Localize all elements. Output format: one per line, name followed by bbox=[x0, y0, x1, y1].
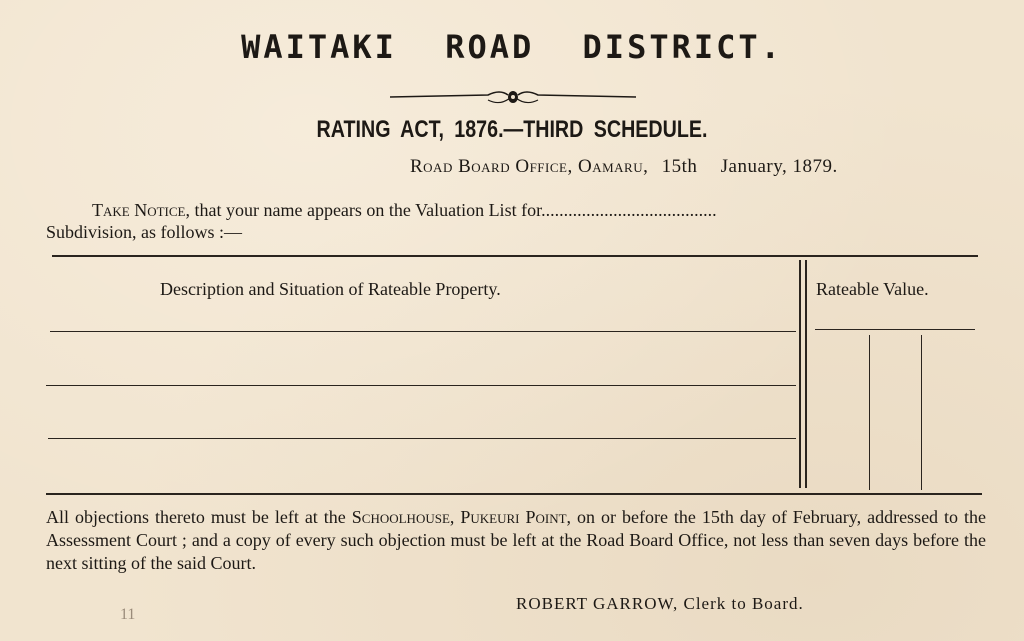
table-top-rule bbox=[52, 255, 978, 257]
table-bottom-rule bbox=[46, 493, 982, 495]
signature-line: ROBERT GARROW, Clerk to Board. bbox=[516, 594, 804, 613]
column-divider-right bbox=[805, 260, 807, 488]
objections-text-2: , on or before the 15th day of February, addressed to the Assessment Court ; and a copy of every such objection must be left at the Road Board Office, not less than seven days before the next sitting of the said Court. bbox=[46, 507, 987, 573]
description-row-line bbox=[50, 331, 796, 332]
document-title: WAITAKI ROAD DISTRICT. bbox=[241, 28, 783, 66]
value-column-line bbox=[921, 335, 922, 490]
document-subtitle: RATING ACT, 1876.—THIRD SCHEDULE. bbox=[316, 116, 708, 143]
objections-text-1: All objections thereto must be left at the bbox=[46, 507, 352, 527]
office-date-line bbox=[410, 156, 838, 178]
margin-mark: 11 bbox=[120, 606, 136, 623]
office-location: Road Board Office, Oamaru, bbox=[410, 156, 649, 177]
notice-lead: Take Notice bbox=[92, 200, 186, 220]
office-month-year: January, 1879. bbox=[720, 156, 838, 177]
notice-line-1 bbox=[92, 200, 717, 221]
notice-line-1-rest: , that your name appears on the Valuation List for....................................... bbox=[185, 200, 717, 220]
value-column-line bbox=[869, 335, 870, 490]
column-header-value: Rateable Value. bbox=[816, 279, 929, 299]
description-row-line bbox=[46, 385, 796, 386]
column-header-description: Description and Situation of Rateable Property. bbox=[160, 279, 501, 299]
description-row-line bbox=[48, 438, 796, 439]
office-day: 15th bbox=[661, 156, 698, 177]
objections-place: Schoolhouse, Pukeuri Point bbox=[351, 507, 567, 527]
column-divider-left bbox=[799, 260, 801, 488]
objections-paragraph bbox=[46, 506, 986, 575]
value-header-rule bbox=[815, 329, 975, 330]
ornament-flourish-icon bbox=[388, 86, 638, 108]
notice-line-2: Subdivision, as follows :— bbox=[46, 222, 243, 242]
